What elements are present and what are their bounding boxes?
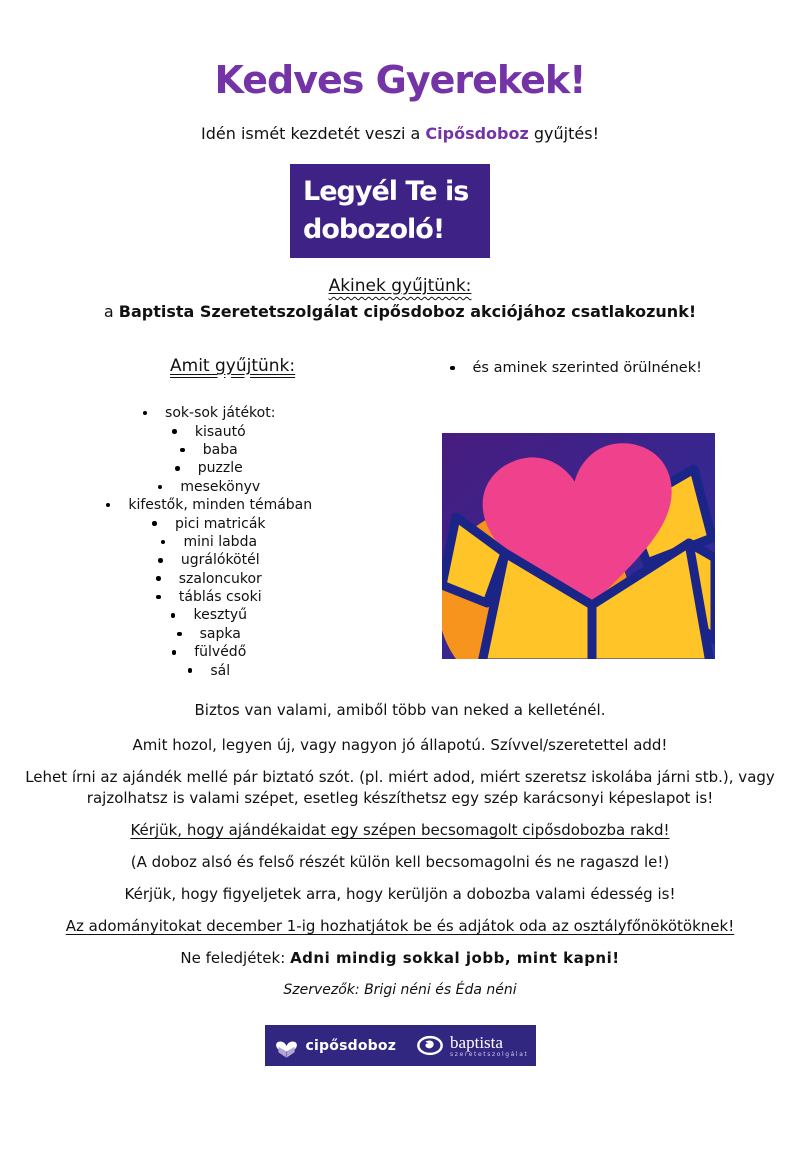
list-item-label: ugrálókötél bbox=[180, 552, 260, 569]
side-note-label: és aminek szerinted örülnének! bbox=[472, 360, 702, 376]
gift-box-illustration bbox=[442, 433, 715, 659]
bullet-icon bbox=[143, 411, 148, 416]
paragraph-1: Biztos van valami, amiből több van neked a kelleténél. bbox=[194, 701, 606, 719]
bullet-icon bbox=[106, 503, 111, 508]
heart-box-icon bbox=[273, 1033, 300, 1059]
footer-banner bbox=[265, 1025, 536, 1066]
baptista-logo-sublabel: szeretetszolgálat bbox=[450, 1050, 529, 1058]
list-item-label: mesekönyv bbox=[180, 478, 261, 495]
list-item bbox=[74, 661, 344, 679]
paragraph-8 bbox=[20, 948, 780, 969]
list-item bbox=[74, 643, 344, 661]
list-item-label: puzzle bbox=[197, 460, 243, 477]
bullet-icon bbox=[156, 595, 161, 600]
list-item-label: sapka bbox=[199, 625, 241, 642]
side-note bbox=[450, 360, 710, 376]
list-item bbox=[74, 496, 344, 514]
bullet-icon bbox=[171, 613, 176, 618]
who-line-prefix: a bbox=[103, 302, 119, 321]
list-item-label: kifestők, minden témában bbox=[128, 497, 313, 514]
list-item bbox=[74, 570, 344, 588]
list-item bbox=[74, 514, 344, 532]
organizers-line: Szervezők: Brigi néni és Éda néni bbox=[283, 982, 517, 998]
promo-line1: Legyél Te is bbox=[303, 176, 469, 207]
list-item bbox=[74, 422, 344, 440]
list-item-label: sál bbox=[210, 662, 231, 679]
paragraph-4: Kérjük, hogy ajándékaidat egy szépen becsomagolt cipősdobozba rakd! bbox=[130, 821, 670, 839]
bullet-icon bbox=[172, 650, 177, 655]
illustration bbox=[442, 433, 715, 659]
who-line-bold: Baptista Szeretetszolgálat cipősdoboz akciójához csatlakozunk! bbox=[118, 302, 697, 321]
bullet-icon bbox=[188, 668, 193, 673]
who-heading bbox=[0, 276, 800, 296]
promo-line2: dobozoló! bbox=[303, 213, 445, 245]
list-item bbox=[74, 441, 344, 459]
paragraph-8-bold: Adni mindig sokkal jobb, mint kapni! bbox=[290, 949, 620, 967]
body-text bbox=[20, 700, 780, 1012]
bullet-icon bbox=[158, 485, 163, 490]
ciposdoboz-logo bbox=[273, 1033, 397, 1059]
list-item-label: fülvédő bbox=[194, 644, 247, 661]
list-item-label: táblás csoki bbox=[178, 589, 262, 606]
page-title: Kedves Gyerekek! bbox=[214, 58, 586, 102]
bullet-icon bbox=[156, 576, 161, 581]
paragraph-8-prefix: Ne feledjétek: bbox=[180, 949, 291, 967]
bullet-icon bbox=[180, 448, 185, 453]
list-item bbox=[74, 551, 344, 569]
paragraph-3: Lehet írni az ajándék mellé pár biztató szót. (pl. miért adod, miért szeretsz iskolába járni stb.), vagy rajzolhatsz is valami szépet, esetleg készíthetsz egy szép karácsonyi képeslapot is! bbox=[25, 768, 775, 807]
subtitle-suffix: gyűjtés! bbox=[528, 124, 599, 143]
what-heading: Amit gyűjtünk: bbox=[170, 356, 296, 376]
list-item bbox=[74, 533, 344, 551]
subtitle bbox=[0, 124, 800, 143]
paragraph-5: (A doboz alsó és felső részét külön kell becsomagolni és ne ragaszd le!) bbox=[130, 853, 670, 871]
paragraph-7: Az adományitokat december 1-ig hozhatjátok be és adjátok oda az osztályfőnökötöknek! bbox=[65, 917, 735, 935]
list-item bbox=[74, 459, 344, 477]
list-item-label: sok-sok játékot: bbox=[165, 405, 276, 422]
baptista-logo bbox=[416, 1034, 528, 1058]
list-item bbox=[74, 588, 344, 606]
bullet-icon bbox=[175, 466, 180, 471]
list-item-label: mini labda bbox=[183, 533, 258, 550]
bullet-icon bbox=[172, 429, 177, 434]
list-item-label: szaloncukor bbox=[178, 570, 262, 587]
promo-box bbox=[290, 164, 490, 258]
subtitle-highlight: Cipősdoboz bbox=[425, 124, 529, 143]
subtitle-prefix: Idén ismét kezdetét veszi a bbox=[201, 124, 426, 143]
paragraph-6: Kérjük, hogy figyeljetek arra, hogy kerüljön a dobozba valami édesség is! bbox=[124, 885, 676, 903]
who-line bbox=[0, 302, 800, 321]
list-item-label: kesztyű bbox=[193, 607, 247, 624]
dove-oval-icon bbox=[416, 1035, 444, 1056]
gift-list bbox=[74, 404, 344, 680]
list-item bbox=[74, 478, 344, 496]
list-item bbox=[74, 606, 344, 624]
bullet-icon bbox=[177, 632, 182, 637]
baptista-logo-label: baptista bbox=[450, 1032, 503, 1052]
bullet-icon bbox=[158, 558, 163, 563]
list-item bbox=[74, 625, 344, 643]
list-item bbox=[74, 404, 344, 422]
bullet-icon bbox=[152, 521, 157, 526]
list-item-label: baba bbox=[202, 441, 238, 458]
list-item-label: kisautó bbox=[194, 423, 246, 440]
ciposdoboz-logo-label: cipősdoboz bbox=[305, 1037, 397, 1054]
list-item-label: pici matricák bbox=[174, 515, 266, 532]
who-heading-label: Akinek gyűjtünk: bbox=[328, 276, 472, 296]
bullet-icon bbox=[161, 540, 166, 545]
bullet-icon bbox=[450, 366, 455, 371]
paragraph-2: Amit hozol, legyen új, vagy nagyon jó állapotú. Szívvel/szeretettel add! bbox=[132, 736, 668, 754]
